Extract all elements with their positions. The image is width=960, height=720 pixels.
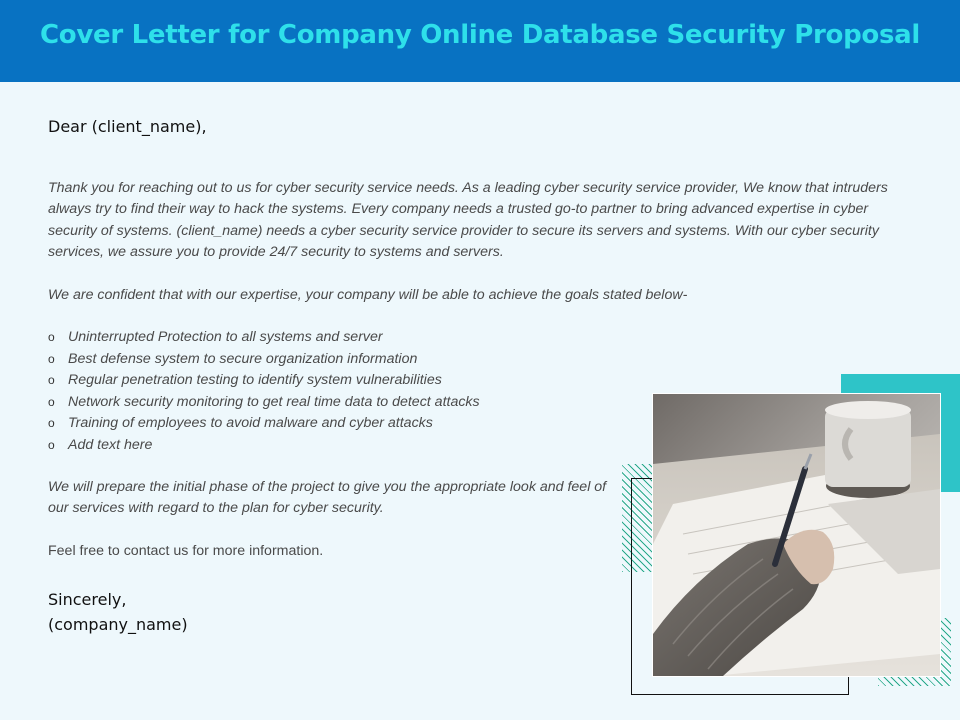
bullet-icon: o (48, 437, 55, 452)
bullet-icon: o (48, 416, 55, 430)
bullet-icon: o (48, 330, 55, 344)
goal-text: Training of employees to avoid malware and cyber attacks (68, 415, 433, 431)
list-item (48, 392, 480, 414)
bullet-icon: o (48, 351, 55, 366)
company-name: (company_name) (48, 615, 188, 634)
plan-paragraph: We will prepare the initial phase of the project to give you the appropriate look and feel of our services with regard to the plan for cyber security. (48, 479, 607, 517)
goal-text: Network security monitoring to get real time data to detect attacks (68, 393, 480, 410)
goal-text: Regular penetration testing to identify system vulnerabilities (68, 372, 442, 388)
salutation: Dear (client_name), (48, 117, 207, 136)
header-bar (0, 0, 960, 82)
list-item (48, 327, 480, 349)
goals-intro-paragraph: We are confident that with our expertise, your company will be able to achieve the goals stated below- (48, 287, 688, 303)
bullet-icon: o (48, 394, 55, 409)
closing-block (48, 587, 188, 637)
closing-word: Sincerely, (48, 590, 127, 609)
goal-text: Uninterrupted Protection to all systems and server (68, 329, 383, 345)
list-item (48, 349, 480, 371)
page-title: Cover Letter for Company Online Database Security Proposal (40, 20, 920, 50)
goals-list (48, 327, 480, 456)
contact-paragraph: Feel free to contact us for more information. (48, 543, 324, 559)
intro-paragraph: Thank you for reaching out to us for cyber security service needs. As a leading cyber security service provider, We know that intruders always try to find their way to hack the systems. Every company needs a trusted go-to partner to bring advanced expertise in cyber security of systems. (client_name) needs a cyber security service provider to secure its servers and systems. With our cyber security services, we assure you to provide 24/7 security to systems and servers. (48, 180, 888, 260)
goal-text: Add text here (68, 436, 153, 453)
writing-photo (652, 393, 941, 677)
list-item (48, 413, 480, 435)
goal-text: Best defense system to secure organization information (68, 350, 418, 367)
list-item (48, 370, 480, 392)
list-item (48, 435, 480, 457)
bullet-icon: o (48, 373, 55, 387)
